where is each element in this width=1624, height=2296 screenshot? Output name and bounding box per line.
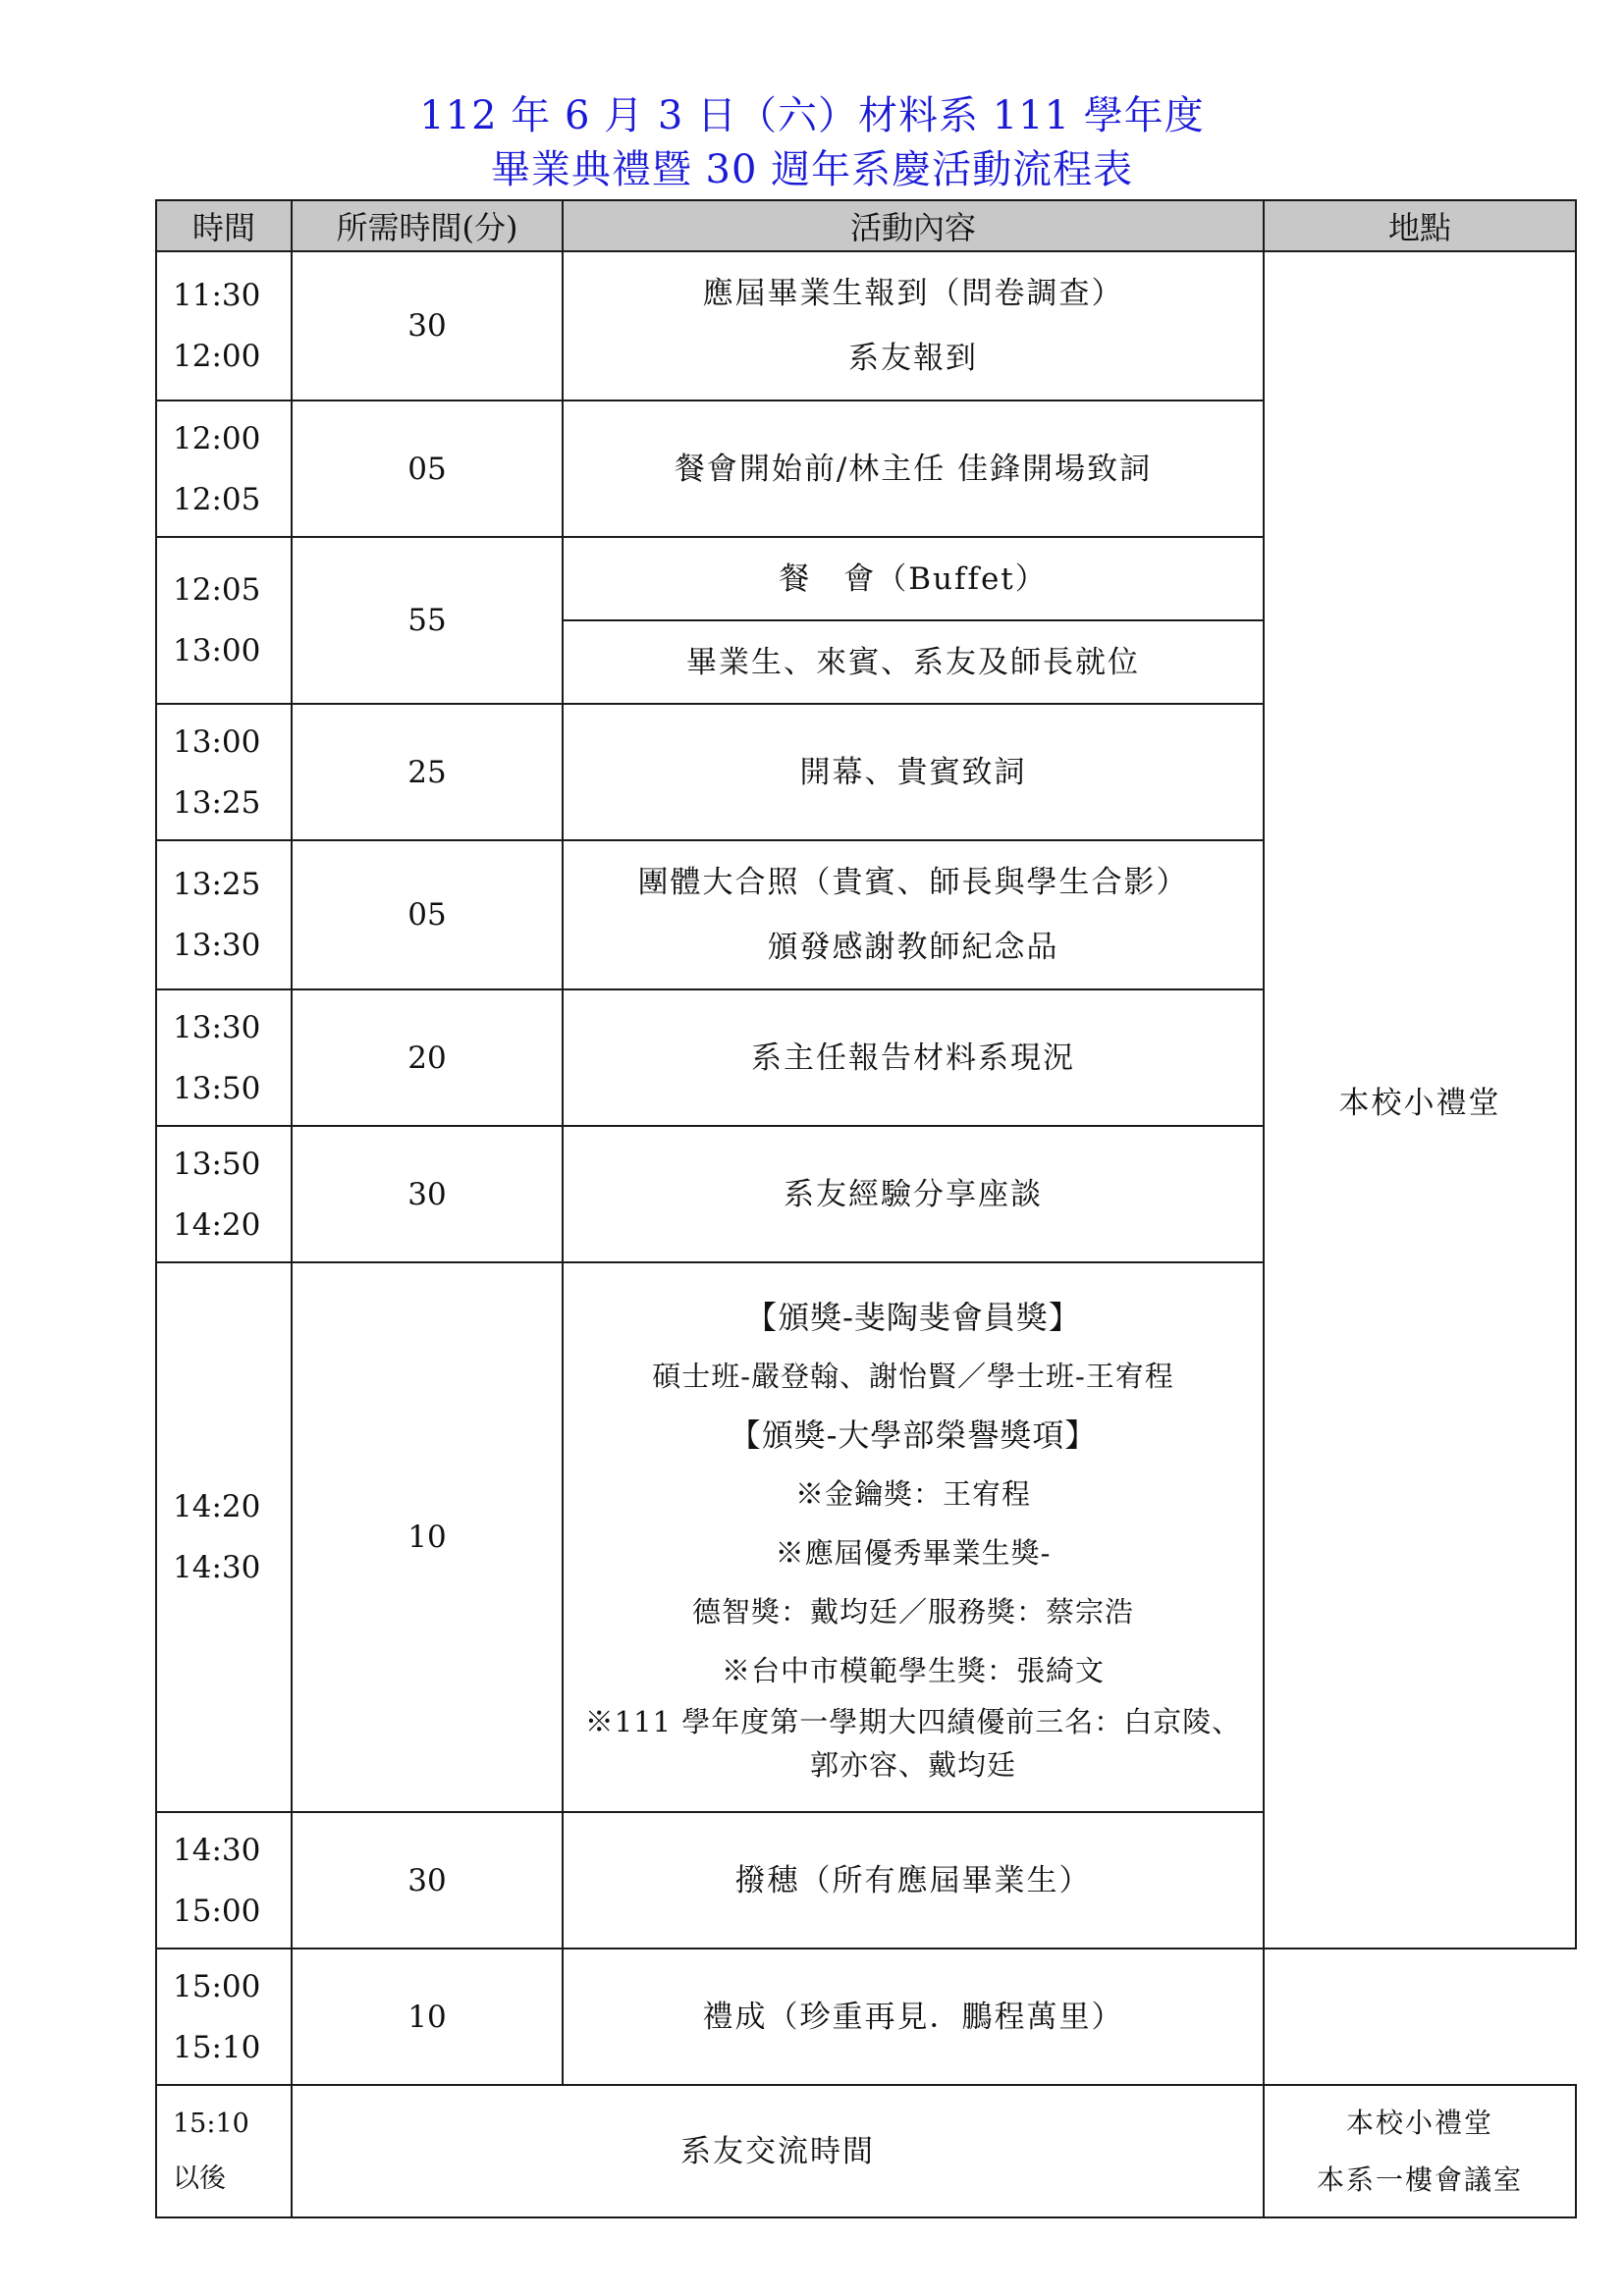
activity-line: 應屆畢業生報到（問卷調查） — [702, 276, 1124, 311]
award-line: ※金鑰獎：王宥程 — [794, 1477, 1031, 1511]
start-time: 15:00 — [173, 1968, 261, 2004]
page-title-line-2: 畢業典禮暨 30 週年系慶活動流程表 — [490, 147, 1134, 192]
activity-cell — [563, 1949, 1264, 2085]
start-time: 13:50 — [173, 1146, 261, 1182]
time-cell — [156, 2085, 292, 2217]
activity-line: 開幕、貴賓致詞 — [799, 754, 1027, 790]
start-time: 12:05 — [173, 572, 261, 608]
activity-line: 餐會開始前/林主任 佳鋒開場致詞 — [674, 451, 1153, 487]
activity-line: 畢業生、來賓、系友及師長就位 — [686, 644, 1140, 680]
header-duration: 所需時間(分) — [292, 200, 563, 251]
activity-line: 團體大合照（貴賓、師長與學生合影） — [637, 865, 1189, 900]
activity-cell — [563, 704, 1264, 840]
end-time: 13:30 — [173, 928, 261, 963]
time-cell — [156, 1812, 292, 1949]
activity-cell — [563, 400, 1264, 537]
time-cell — [156, 400, 292, 537]
duration-cell: 20 — [292, 989, 563, 1126]
activity-cell — [563, 620, 1264, 704]
time-cell — [156, 1262, 292, 1812]
end-time: 12:00 — [173, 339, 261, 374]
start-time: 13:25 — [173, 867, 261, 902]
table-row — [156, 1949, 1576, 2085]
activity-cell — [563, 989, 1264, 1126]
start-time: 13:30 — [173, 1009, 261, 1045]
awards-cell — [563, 1262, 1264, 1812]
activity-cell — [563, 251, 1264, 400]
duration-cell: 30 — [292, 1812, 563, 1949]
start-time: 11:30 — [173, 278, 261, 313]
duration-cell: 10 — [292, 1262, 563, 1812]
time-cell — [156, 537, 292, 704]
header-time: 時間 — [156, 200, 292, 251]
duration-cell: 05 — [292, 400, 563, 537]
activity-line: 系友經驗分享座談 — [784, 1176, 1043, 1212]
table-row — [156, 2085, 1576, 2217]
activity-line: 系友交流時間 — [680, 2133, 875, 2169]
venue-line: 本系一樓會議室 — [1316, 2163, 1523, 2196]
time-cell — [156, 251, 292, 400]
activity-cell — [563, 840, 1264, 989]
activity-line: 頒發感謝教師紀念品 — [767, 930, 1059, 965]
award-line: ※111 學年度第一學期大四績優前三名：白京陵、郭亦容、戴均廷 — [584, 1705, 1242, 1782]
activity-line: 禮成（珍重再見．鵬程萬里） — [702, 1999, 1124, 2035]
schedule-table — [155, 199, 1577, 2218]
award-heading: 【頒獎-斐陶斐會員獎】 — [745, 1299, 1081, 1336]
end-time: 12:05 — [173, 481, 261, 517]
header-row — [156, 200, 1576, 251]
end-time: 以後 — [173, 2163, 226, 2194]
time-cell — [156, 840, 292, 989]
activity-cell — [563, 1126, 1264, 1262]
start-time: 12:00 — [173, 420, 261, 456]
venue-cell: 本校小禮堂 — [1264, 251, 1576, 1949]
activity-cell — [563, 537, 1264, 620]
activity-line: 撥穗（所有應屆畢業生） — [734, 1862, 1092, 1898]
time-cell — [156, 1126, 292, 1262]
start-time: 14:30 — [173, 1832, 261, 1868]
page-title-line-1: 112 年 6 月 3 日（六）材料系 111 學年度 — [419, 93, 1205, 138]
activity-line: 系主任報告材料系現況 — [751, 1040, 1075, 1076]
time-cell — [156, 989, 292, 1126]
duration-cell: 30 — [292, 1126, 563, 1262]
award-line: 德智獎：戴均廷／服務獎：蔡宗浩 — [691, 1595, 1134, 1629]
duration-cell: 05 — [292, 840, 563, 989]
end-time: 13:50 — [173, 1070, 261, 1106]
end-time: 14:30 — [173, 1550, 261, 1585]
end-time: 14:20 — [173, 1206, 261, 1243]
venue-line: 本校小禮堂 — [1345, 2106, 1493, 2139]
start-time: 13:00 — [173, 723, 261, 760]
award-line: ※台中市模範學生獎：張綺文 — [721, 1654, 1105, 1687]
end-time: 13:00 — [173, 633, 261, 668]
end-time: 15:00 — [173, 1893, 261, 1929]
header-venue: 地點 — [1264, 200, 1576, 251]
activity-cell — [292, 2085, 1264, 2217]
time-cell — [156, 1949, 292, 2085]
end-time: 15:10 — [173, 2029, 261, 2065]
activity-cell — [563, 1812, 1264, 1949]
duration-cell: 55 — [292, 537, 563, 704]
start-time: 15:10 — [173, 2108, 249, 2139]
award-line: 碩士班-嚴登翰、謝怡賢／學士班-王宥程 — [652, 1360, 1174, 1393]
award-line: ※應屆優秀畢業生獎- — [775, 1536, 1052, 1570]
header-content: 活動內容 — [563, 200, 1264, 251]
start-time: 14:20 — [173, 1489, 261, 1524]
duration-cell: 30 — [292, 251, 563, 400]
duration-cell: 25 — [292, 704, 563, 840]
activity-line: 系友報到 — [848, 341, 978, 376]
final-venue-cell — [1264, 2085, 1576, 2217]
end-time: 13:25 — [173, 784, 261, 821]
table-row — [156, 251, 1576, 400]
duration-cell: 10 — [292, 1949, 563, 2085]
award-heading: 【頒獎-大學部榮譽獎項】 — [729, 1416, 1098, 1454]
time-cell — [156, 704, 292, 840]
activity-line: 餐 會（Buffet） — [779, 561, 1048, 597]
